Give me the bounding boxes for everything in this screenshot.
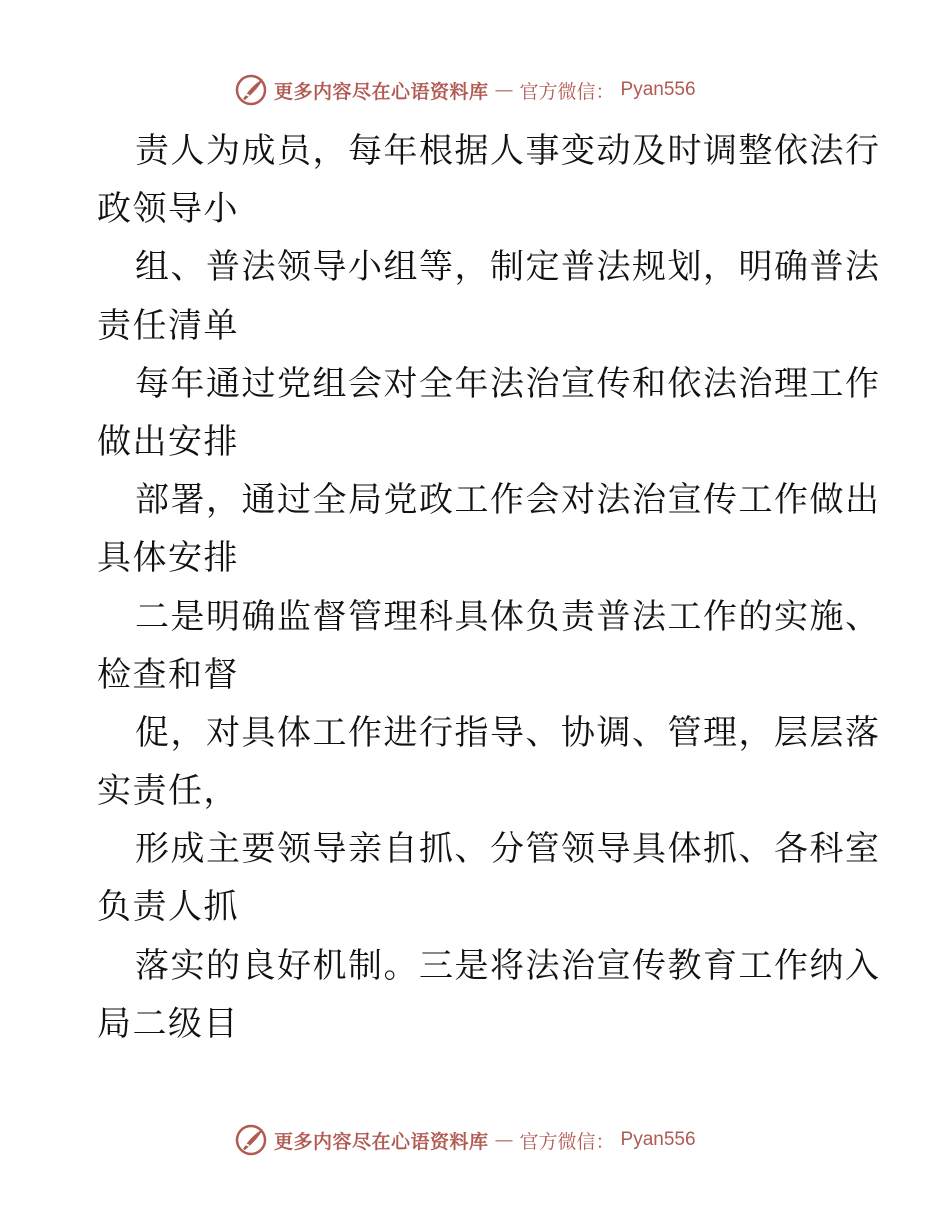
text-line: 形成主要领导亲自抓、分管领导具体抓、各科室 [135,829,881,870]
text-line: 落实的良好机制。三是将法治宣传教育工作纳入 [135,945,881,986]
banner-separator: — [494,1129,514,1151]
text-line: 做出安排 [97,421,239,462]
text-line: 责任清单 [97,305,239,346]
text-line: 组、普法领导小组等，制定普法规划，明确普法 [135,247,881,288]
text-line: 促，对具体工作进行指导、协调、管理，层层落 [135,712,881,753]
footer-banner [234,1122,714,1158]
banner-wechat-id: Pyan556 [620,1129,696,1150]
text-line: 负责人抓 [97,887,239,928]
banner-separator: — [494,79,514,101]
header-banner [234,72,714,108]
banner-wechat-label: 官方微信： [519,80,615,103]
text-line: 每年通过党组会对全年法治宣传和依法治理工作 [135,363,881,404]
text-line: 责人为成员，每年根据人事变动及时调整依法行 [135,131,881,171]
text-line: 部署，通过全局党政工作会对法治宣传工作做出 [135,480,881,521]
banner-title: 更多内容尽在心语资料库 [274,1130,489,1153]
banner-wechat-label: 官方微信： [519,1130,615,1153]
text-line: 检查和督 [97,654,239,695]
text-line: 二是明确监督管理科具体负责普法工作的实施、 [135,596,881,637]
text-line: 政领导小 [97,189,239,230]
text-line: 具体安排 [97,538,239,579]
text-line: 局二级目 [97,1003,239,1044]
banner-wechat-id: Pyan556 [620,79,696,100]
quill-pen-logo-icon [234,1123,268,1157]
quill-pen-logo-icon [234,73,268,107]
banner-title: 更多内容尽在心语资料库 [274,80,489,103]
body-text [97,122,881,1053]
text-line: 实责任， [97,771,239,812]
